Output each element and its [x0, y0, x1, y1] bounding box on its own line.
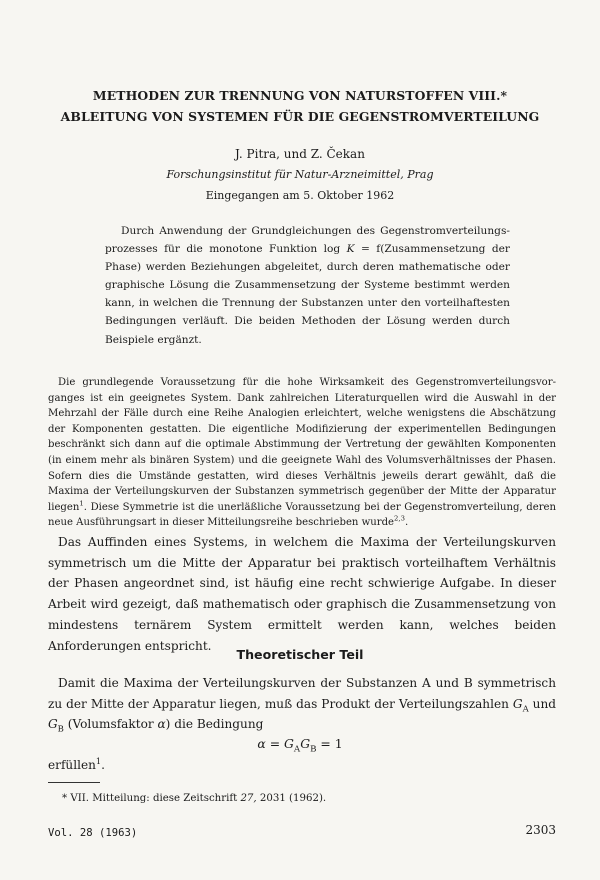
- math-sub-a: A: [522, 703, 529, 714]
- footnote-volume: 27,: [240, 793, 257, 804]
- abstract-text-1: Durch Anwendung der Grundgleichungen des Gegenstromverteilungsprozesses für die monotone Funktion log: [105, 225, 510, 256]
- abstract: [105, 222, 510, 349]
- footnote-mark: *: [62, 793, 68, 804]
- footnote-text-1: VII. Mitteilung: diese Zeitschrift: [67, 793, 241, 804]
- section-heading: Theoretischer Teil: [236, 647, 364, 662]
- theory-text-1: Damit die Maxima der Verteilungskurven der Substanzen A und B symmetrisch zu der Mitte der Apparatur liegen, muß das Produkt der Verteilungszahlen: [48, 676, 556, 711]
- theory-text-3: ) die Bedingung: [165, 717, 264, 732]
- page-number: 2303: [525, 823, 556, 837]
- eq-sub-a: A: [293, 744, 301, 755]
- reference-superscript: 2,3: [394, 514, 405, 523]
- continuation-period: .: [101, 758, 105, 772]
- math-var-g: G: [48, 717, 58, 732]
- intro-paragraph: [48, 375, 556, 531]
- theory-paragraph: [48, 673, 556, 735]
- theory-text-and: und: [528, 696, 556, 711]
- journal-volume: Vol. 28 (1963): [48, 827, 138, 839]
- theory-text-2: (Volumsfaktor: [63, 717, 158, 732]
- footnote: [62, 793, 326, 804]
- intro-text-2: . Diese Symmetrie ist die unerläßliche Voraussetzung bei der Gegenstromverteilung, deren neue Ausführungsart in dieser Mitteilungsreihe beschrieben wurde: [48, 501, 556, 529]
- math-var-g: G: [512, 696, 523, 711]
- title-text: METHODEN ZUR TRENNUNG VON NATURSTOFFEN VIII.: [92, 88, 501, 103]
- eq-sub-b: B: [310, 744, 317, 755]
- footnote-text-2: 2031 (1962).: [256, 793, 327, 804]
- eq-equals-2: = 1: [316, 736, 343, 751]
- eq-equals-1: =: [265, 736, 285, 751]
- intro-text-1: Die grundlegende Voraussetzung für die hohe Wirksamkeit des Gegenstromverteilungsvorganges ist ein geeignetes System. Dank zahlreichen Literaturquellen wird die Auswahl in der Mehrzahl der Fälle durch eine Reihe Analogien erleichtert, welche wenigstens die Abschätzung der Komponenten gestatten. Die eigentliche Modifizierung der experimentellen Bedingungen beschränkt sich dann auf die optimale Abstimmung der Vertretung der gewählten Komponenten (in einem mehr als binären System) und die geeignete Wahl des Volumsverhältnisses der Phasen. Sofern dies die Umstände gestatten, wird dieses Verhältnis jeweils derart gewählt, daß die Maxima der Verteilungskurven der Substanzen symmetrisch gegenüber der Mitte der Apparatur liegen: [48, 377, 556, 513]
- continuation-word: erfüllen: [48, 758, 96, 772]
- article-title-line-1: [60, 88, 540, 103]
- math-var-alpha: α: [157, 717, 166, 732]
- eq-alpha: α: [257, 736, 266, 751]
- title-footnote-mark: *: [500, 88, 508, 103]
- affiliation: Forschungsinstitut für Natur-Arzneimittel, Prag: [166, 168, 434, 181]
- eq-g: G: [284, 736, 294, 751]
- equation: [60, 736, 540, 755]
- body-paragraph: Das Auffinden eines Systems, in welchem die Maxima der Verteilungskurven symmetrisch um die Mitte der Apparatur bei praktisch vorteilhaftem Verhältnis der Phasen angeordnet sind, ist häufig eine recht schwierige Aufgabe. In dieser Arbeit wird gezeigt, daß mathematisch oder graphisch die Zusammensetzung von mindestens ternärem System ermittelt werden kann, welches beiden Anforderungen entspricht.: [48, 535, 556, 653]
- reference-superscript: 1: [95, 755, 102, 766]
- received-date: Eingegangen am 5. Oktober 1962: [205, 189, 395, 202]
- continuation-text: [48, 755, 105, 772]
- math-sub-b: B: [57, 723, 64, 734]
- eq-g: G: [300, 736, 311, 751]
- intro-text-3: .: [404, 517, 409, 529]
- abstract-text-2: = f(Zusammensetzung der Phase) werden Beziehungen abgeleitet, durch deren mathematische oder graphische Lösung die Zusammensetzung der Systeme bestimmt werden kann, in welchen die Trennung der Substanzen unter den vorteilhaftesten Bedingungen verläuft. Die beiden Methoden der Lösung werden durch Beispiele ergänzt.: [105, 243, 510, 346]
- abstract-formula-var: K: [346, 243, 355, 256]
- authors: J. Pitra, und Z. Čekan: [235, 147, 365, 161]
- footnote-divider: [48, 782, 100, 783]
- article-title-line-2: ABLEITUNG VON SYSTEMEN FÜR DIE GEGENSTROMVERTEILUNG: [60, 109, 540, 124]
- reference-superscript: 1: [79, 499, 84, 508]
